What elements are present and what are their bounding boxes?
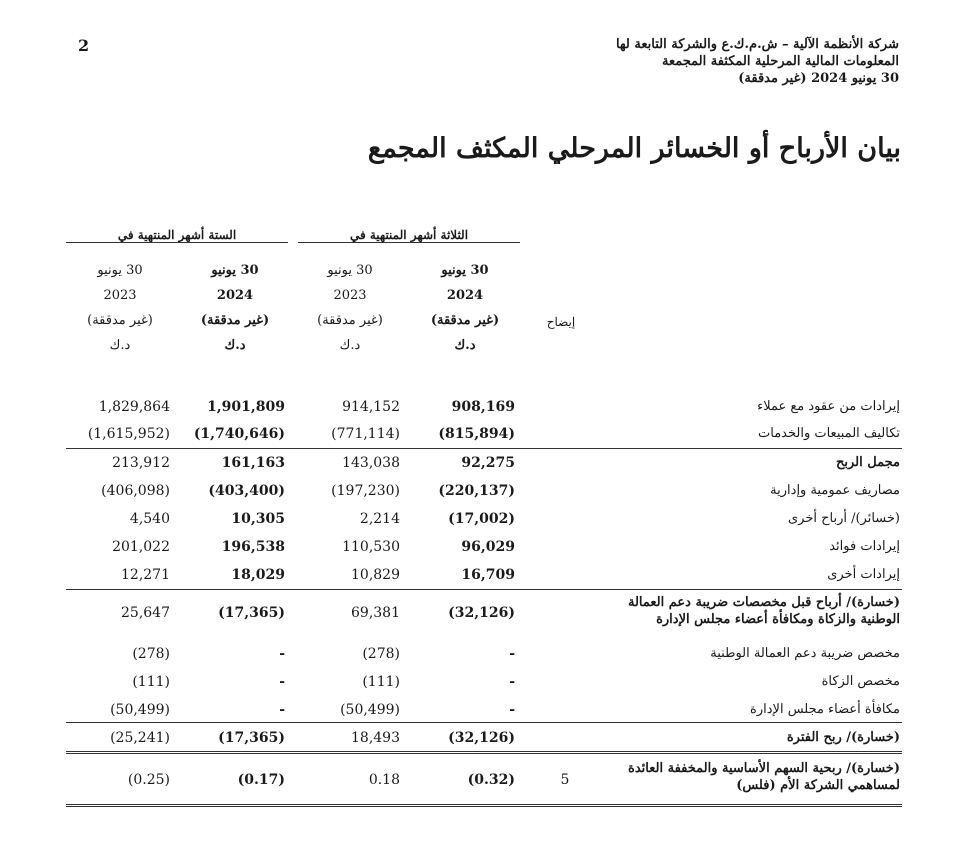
value-3m-2024: 908,169 [451,399,515,415]
row-label: مصاريف عمومية وإدارية [770,483,900,498]
table-row [60,760,900,800]
table-row [60,479,900,503]
col-6m-2024-header [185,258,285,358]
row-label: إيرادات فوائد [829,539,900,554]
value-3m-2023: (197,230) [331,483,400,499]
report-name: المعلومات المالية المرحلية المكثفة المجمعة [661,54,899,69]
value-6m-2024: 18,029 [231,567,285,583]
value-6m-2024: (17,365) [218,730,285,746]
value-3m-2023: (50,499) [340,702,400,718]
value-3m-2024: - [509,702,515,718]
value-6m-2023: 4,540 [129,511,170,527]
value-6m-2024: - [279,702,285,718]
row-label: إيرادات أخرى [827,567,900,582]
value-6m-2024: - [279,674,285,690]
value-6m-2023: 25,647 [121,605,170,621]
col-unit: د.ك [224,338,246,353]
group-six-months: الستة أشهر المنتهية في [66,228,288,243]
col-3m-2024-header [415,258,515,358]
divider-double [66,804,902,807]
value-3m-2023: (771,114) [331,426,400,442]
col-date: 30 يونيو [327,263,373,278]
value-3m-2024: 92,275 [461,455,515,471]
table-row [60,594,900,634]
col-6m-2023-header [70,258,170,358]
value-6m-2024: 10,305 [231,511,285,527]
value-3m-2023: 0.18 [368,772,400,788]
table-row [60,670,900,694]
col-audit: (غير مدققة) [87,313,153,328]
value-6m-2023: (0.25) [127,772,170,788]
value-6m-2023: (50,499) [110,702,170,718]
table-row [60,507,900,531]
value-6m-2023: 1,829,864 [98,399,170,415]
note-column-header: إيضاح [546,315,576,329]
divider [66,722,902,723]
value-3m-2023: 69,381 [351,605,400,621]
row-label: مكافأة أعضاء مجلس الإدارة [750,702,900,717]
value-3m-2024: (17,002) [448,511,515,527]
value-6m-2023: (406,098) [101,483,170,499]
row-label: (خسائر)/ أرباح أخرى [787,511,900,526]
value-3m-2024: 96,029 [461,539,515,555]
row-label: (خسارة)/ ربحية السهم الأساسية والمخففة العائدة لمساهمي الشركة الأم (فلس) [628,761,900,793]
row-label: (خسارة)/ أرباح قبل مخصصات ضريبة دعم العمالة الوطنية والزكاة ومكافأة أعضاء مجلس الإدارة [627,595,900,627]
col-year: 2023 [103,288,137,303]
table-row [60,422,900,446]
value-6m-2024: (0.17) [237,772,285,788]
value-6m-2023: 213,912 [112,455,170,471]
col-audit: (غير مدققة) [317,313,383,328]
value-6m-2023: (111) [132,674,170,690]
value-3m-2023: 143,038 [342,455,400,471]
col-year: 2023 [333,288,367,303]
table-row [60,395,900,419]
report-date: 30 يونيو 2024 (غير مدققة) [738,71,899,86]
company-name: شركة الأنظمة الآلية – ش.م.ك.ع والشركة التابعة لها [615,37,899,52]
value-6m-2024: - [279,646,285,662]
col-date: 30 يونيو [97,263,143,278]
value-6m-2024: (17,365) [218,605,285,621]
value-6m-2023: 12,271 [121,567,170,583]
row-note: 5 [560,772,570,788]
table-row [60,451,900,475]
value-3m-2023: 2,214 [359,511,400,527]
value-3m-2023: (278) [362,646,400,662]
value-6m-2024: (403,400) [208,483,285,499]
table-row [60,535,900,559]
col-unit: د.ك [454,338,476,353]
col-date: 30 يونيو [441,263,489,278]
row-label: مخصص الزكاة [821,674,900,689]
value-6m-2024: (1,740,646) [193,426,285,442]
value-3m-2024: - [509,674,515,690]
col-3m-2023-header [300,258,400,358]
value-3m-2024: (815,894) [438,426,515,442]
value-3m-2023: 10,829 [351,567,400,583]
value-3m-2024: (0.32) [467,772,515,788]
page-title: بيان الأرباح أو الخسائر المرحلي المكثف المجمع [367,133,901,164]
divider [66,589,902,590]
value-6m-2023: (25,241) [110,730,170,746]
col-year: 2024 [216,288,254,303]
divider-double [66,751,902,754]
group-three-months: الثلاثة أشهر المنتهية في [298,228,520,243]
row-label: مجمل الربح [836,455,900,470]
value-6m-2024: 1,901,809 [207,399,285,415]
col-unit: د.ك [109,338,131,353]
col-date: 30 يونيو [211,263,259,278]
value-3m-2023: 914,152 [342,399,400,415]
table-row [60,726,900,750]
col-audit: (غير مدققة) [430,313,500,328]
value-3m-2023: 110,530 [342,539,400,555]
value-3m-2023: (111) [362,674,400,690]
value-3m-2024: (220,137) [438,483,515,499]
row-label: إيرادات من عقود مع عملاء [757,399,900,414]
value-6m-2023: (278) [132,646,170,662]
value-3m-2024: (32,126) [448,605,515,621]
row-label: تكاليف المبيعات والخدمات [758,426,900,441]
value-6m-2024: 196,538 [221,539,285,555]
value-3m-2024: - [509,646,515,662]
value-3m-2024: 16,709 [461,567,515,583]
divider [66,448,902,449]
col-year: 2024 [446,288,484,303]
col-unit: د.ك [339,338,361,353]
value-6m-2024: 161,163 [221,455,285,471]
table-row [60,698,900,722]
table-row [60,642,900,666]
value-6m-2023: (1,615,952) [87,426,170,442]
value-3m-2023: 18,493 [351,730,400,746]
col-audit: (غير مدققة) [200,313,270,328]
value-3m-2024: (32,126) [448,730,515,746]
table-row [60,563,900,587]
value-6m-2023: 201,022 [112,539,170,555]
row-label: (خسارة)/ ربح الفترة [786,730,900,745]
row-label: مخصص ضريبة دعم العمالة الوطنية [710,646,900,661]
page-number: 2 [78,36,90,55]
